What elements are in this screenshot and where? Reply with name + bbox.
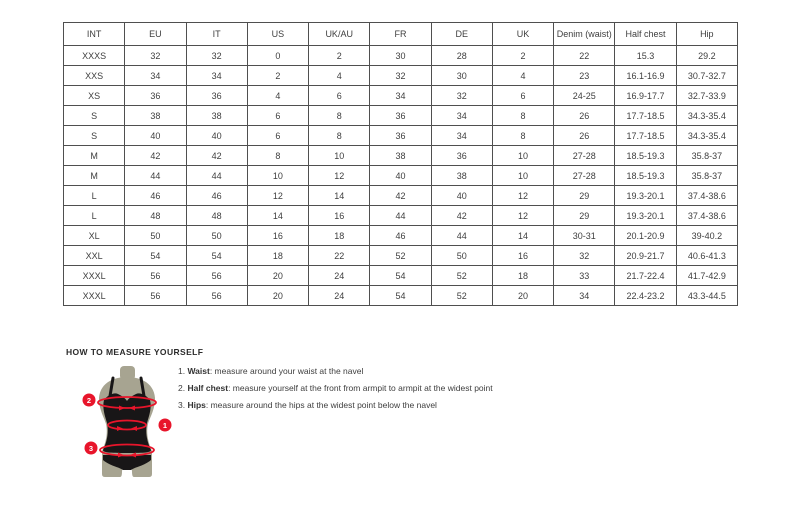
- table-cell: 12: [492, 206, 553, 226]
- table-cell: 46: [125, 186, 186, 206]
- table-row: [64, 266, 738, 286]
- table-cell: 24: [309, 286, 370, 306]
- table-cell: XXXL: [64, 286, 125, 306]
- table-cell: 18: [309, 226, 370, 246]
- table-cell: 6: [309, 86, 370, 106]
- table-cell: 52: [370, 246, 431, 266]
- column-header: FR: [370, 23, 431, 46]
- measure-instruction: [178, 384, 493, 394]
- table-cell: 32: [125, 46, 186, 66]
- table-cell: 16: [247, 226, 308, 246]
- table-cell: 12: [247, 186, 308, 206]
- table-cell: 54: [125, 246, 186, 266]
- measure-badge-hips: [85, 442, 98, 455]
- table-cell: 34.3-35.4: [676, 106, 737, 126]
- table-cell: 16.9-17.7: [615, 86, 676, 106]
- table-cell: 37.4-38.6: [676, 206, 737, 226]
- table-cell: 8: [309, 126, 370, 146]
- table-row: [64, 206, 738, 226]
- measure-badge-waist: [159, 419, 172, 432]
- column-header: US: [247, 23, 308, 46]
- table-cell: 34: [186, 66, 247, 86]
- table-cell: 29: [554, 186, 615, 206]
- table-row: [64, 86, 738, 106]
- table-cell: 50: [125, 226, 186, 246]
- table-cell: 36: [186, 86, 247, 106]
- table-body: [64, 46, 738, 306]
- badge-number-chest: 2: [86, 395, 92, 405]
- table-cell: M: [64, 166, 125, 186]
- instruction-label: Half chest: [187, 383, 229, 393]
- column-header: INT: [64, 23, 125, 46]
- table-cell: 29.2: [676, 46, 737, 66]
- table-cell: 34: [370, 86, 431, 106]
- table-cell: 8: [247, 146, 308, 166]
- table-cell: 4: [247, 86, 308, 106]
- table-cell: 40: [125, 126, 186, 146]
- table-cell: 34: [554, 286, 615, 306]
- column-header: EU: [125, 23, 186, 46]
- table-cell: 16: [492, 246, 553, 266]
- column-header: UK: [492, 23, 553, 46]
- table-cell: 34: [431, 106, 492, 126]
- table-cell: 6: [247, 126, 308, 146]
- table-cell: XXS: [64, 66, 125, 86]
- measure-instructions-list: [178, 367, 493, 418]
- table-cell: 20: [492, 286, 553, 306]
- table-cell: 8: [492, 106, 553, 126]
- table-cell: 24: [309, 266, 370, 286]
- table-cell: 27-28: [554, 166, 615, 186]
- table-cell: 40: [431, 186, 492, 206]
- table-cell: 18: [247, 246, 308, 266]
- table-cell: 32: [186, 46, 247, 66]
- table-row: [64, 186, 738, 206]
- table-cell: 44: [370, 206, 431, 226]
- table-cell: 18.5-19.3: [615, 166, 676, 186]
- table-cell: 42: [431, 206, 492, 226]
- table-cell: 17.7-18.5: [615, 106, 676, 126]
- table-cell: 19.3-20.1: [615, 186, 676, 206]
- column-header: Hip: [676, 23, 737, 46]
- table-cell: 42: [370, 186, 431, 206]
- table-cell: 35.8-37: [676, 146, 737, 166]
- table-cell: 4: [492, 66, 553, 86]
- how-to-measure-heading: HOW TO MEASURE YOURSELF: [66, 347, 204, 357]
- instruction-label: Hips: [187, 400, 206, 410]
- table-cell: S: [64, 126, 125, 146]
- table-cell: 44: [125, 166, 186, 186]
- table-cell: 30: [431, 66, 492, 86]
- table-row: [64, 106, 738, 126]
- table-cell: 46: [370, 226, 431, 246]
- table-cell: 36: [431, 146, 492, 166]
- table-cell: XXXS: [64, 46, 125, 66]
- table-cell: 12: [309, 166, 370, 186]
- instruction-number: 2.: [178, 383, 188, 393]
- table-cell: 16.1-16.9: [615, 66, 676, 86]
- table-cell: 6: [492, 86, 553, 106]
- table-cell: 16: [309, 206, 370, 226]
- table-cell: 12: [492, 186, 553, 206]
- table-cell: 32: [370, 66, 431, 86]
- table-cell: 40.6-41.3: [676, 246, 737, 266]
- table-cell: 39-40.2: [676, 226, 737, 246]
- table-cell: 22: [309, 246, 370, 266]
- table-cell: 56: [125, 286, 186, 306]
- table-cell: 4: [309, 66, 370, 86]
- table-cell: 48: [186, 206, 247, 226]
- table-cell: 32: [554, 246, 615, 266]
- table-cell: 37.4-38.6: [676, 186, 737, 206]
- table-cell: 10: [492, 166, 553, 186]
- column-header: Denim (waist): [554, 23, 615, 46]
- table-row: [64, 146, 738, 166]
- table-head: [64, 23, 738, 46]
- table-header-row: [64, 23, 738, 46]
- table-cell: M: [64, 146, 125, 166]
- table-cell: 38: [431, 166, 492, 186]
- table-cell: 14: [492, 226, 553, 246]
- instruction-text: : measure yourself at the front from armpit to armpit at the widest point: [228, 383, 493, 393]
- table-row: [64, 126, 738, 146]
- instruction-number: 1.: [178, 366, 188, 376]
- table-cell: 34: [125, 66, 186, 86]
- table-cell: 22: [554, 46, 615, 66]
- instruction-label: Waist: [187, 366, 210, 376]
- table-cell: 18.5-19.3: [615, 146, 676, 166]
- column-header: Half chest: [615, 23, 676, 46]
- instruction-text: : measure around the hips at the widest point below the navel: [205, 400, 437, 410]
- table-cell: 20: [247, 286, 308, 306]
- column-header: DE: [431, 23, 492, 46]
- table-cell: 30-31: [554, 226, 615, 246]
- table-cell: 2: [492, 46, 553, 66]
- table-cell: 24-25: [554, 86, 615, 106]
- table-cell: L: [64, 186, 125, 206]
- table-row: [64, 166, 738, 186]
- table-cell: 21.7-22.4: [615, 266, 676, 286]
- table-cell: 42: [186, 146, 247, 166]
- table-cell: 23: [554, 66, 615, 86]
- table-row: [64, 66, 738, 86]
- table-cell: 19.3-20.1: [615, 206, 676, 226]
- size-chart-table: [63, 22, 738, 306]
- table-cell: 42: [125, 146, 186, 166]
- column-header: UK/AU: [309, 23, 370, 46]
- table-cell: XL: [64, 226, 125, 246]
- table-cell: XXXL: [64, 266, 125, 286]
- table-cell: 36: [370, 126, 431, 146]
- table-row: [64, 46, 738, 66]
- table-cell: L: [64, 206, 125, 226]
- table-cell: 22.4-23.2: [615, 286, 676, 306]
- table-cell: 18: [492, 266, 553, 286]
- table-cell: 54: [370, 286, 431, 306]
- table-cell: 43.3-44.5: [676, 286, 737, 306]
- column-header: IT: [186, 23, 247, 46]
- table-cell: 32.7-33.9: [676, 86, 737, 106]
- table-cell: 2: [247, 66, 308, 86]
- measurement-mannequin-illustration: [75, 366, 188, 483]
- table-cell: 41.7-42.9: [676, 266, 737, 286]
- badge-number-waist: 1: [162, 420, 168, 430]
- instruction-text: : measure around your waist at the navel: [209, 366, 364, 376]
- table-row: [64, 286, 738, 306]
- measure-instruction: [178, 367, 493, 377]
- table-cell: 8: [492, 126, 553, 146]
- table-cell: 36: [125, 86, 186, 106]
- table-cell: 17.7-18.5: [615, 126, 676, 146]
- table-cell: 14: [247, 206, 308, 226]
- instruction-number: 3.: [178, 400, 188, 410]
- table-cell: 26: [554, 106, 615, 126]
- table-cell: 14: [309, 186, 370, 206]
- table-cell: 48: [125, 206, 186, 226]
- badge-number-hips: 3: [88, 443, 94, 453]
- table-cell: 46: [186, 186, 247, 206]
- table-cell: 50: [431, 246, 492, 266]
- table-cell: 52: [431, 266, 492, 286]
- table-cell: 20: [247, 266, 308, 286]
- table-cell: 38: [125, 106, 186, 126]
- table-cell: XS: [64, 86, 125, 106]
- table-cell: 10: [247, 166, 308, 186]
- table-cell: 44: [186, 166, 247, 186]
- table-cell: 8: [309, 106, 370, 126]
- measure-instruction: [178, 401, 493, 411]
- table-cell: 36: [370, 106, 431, 126]
- table-cell: 10: [309, 146, 370, 166]
- table-cell: S: [64, 106, 125, 126]
- table-cell: 10: [492, 146, 553, 166]
- table-cell: 38: [370, 146, 431, 166]
- table-cell: 54: [370, 266, 431, 286]
- table-cell: 38: [186, 106, 247, 126]
- table-cell: 50: [186, 226, 247, 246]
- table-cell: 56: [186, 266, 247, 286]
- table-cell: 6: [247, 106, 308, 126]
- table-cell: 44: [431, 226, 492, 246]
- table-row: [64, 226, 738, 246]
- table-cell: 29: [554, 206, 615, 226]
- table-cell: 40: [186, 126, 247, 146]
- table-cell: 27-28: [554, 146, 615, 166]
- table-cell: 34.3-35.4: [676, 126, 737, 146]
- table-cell: 33: [554, 266, 615, 286]
- table-cell: 20.1-20.9: [615, 226, 676, 246]
- table-cell: 15.3: [615, 46, 676, 66]
- table-cell: 32: [431, 86, 492, 106]
- table-cell: 35.8-37: [676, 166, 737, 186]
- table-cell: XXL: [64, 246, 125, 266]
- table-cell: 30: [370, 46, 431, 66]
- table-cell: 26: [554, 126, 615, 146]
- table-cell: 0: [247, 46, 308, 66]
- table-cell: 2: [309, 46, 370, 66]
- table-cell: 40: [370, 166, 431, 186]
- table-row: [64, 246, 738, 266]
- table-cell: 20.9-21.7: [615, 246, 676, 266]
- table-cell: 54: [186, 246, 247, 266]
- table-cell: 56: [186, 286, 247, 306]
- table-cell: 52: [431, 286, 492, 306]
- table-cell: 30.7-32.7: [676, 66, 737, 86]
- measure-badge-chest: [83, 394, 96, 407]
- table-cell: 28: [431, 46, 492, 66]
- table-cell: 34: [431, 126, 492, 146]
- table-cell: 56: [125, 266, 186, 286]
